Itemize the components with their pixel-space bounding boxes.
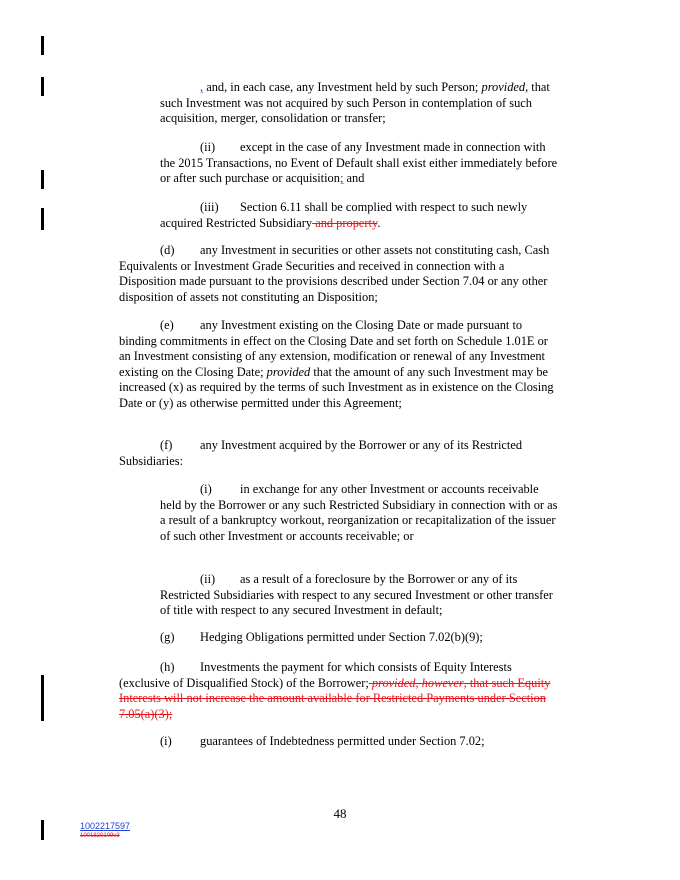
clause-d: (d) any Investment in securities or other assets not constituting cash, Cash Equivalents or Investment Grade Securities and received in connection with a Disposition made pursuant to the provisions described under Section 7.04 or any other disposition of assets not constituting an Disposition; [119,243,550,304]
deleted-text: , that such Equity Interests will not increase the amount available for Restricted Payments under Section 7.05(a)(3); [119,675,551,721]
clause-label: (g) [160,630,175,644]
clause-label: (ii) [200,140,216,154]
clause-i: (i) guarantees of Indebtedness permitted under Section 7.02; [160,734,485,748]
clause-label: (f) [160,438,173,452]
clause-label: (d) [160,243,175,257]
page-number: 48 [333,806,347,821]
clause-label: (h) [160,660,175,674]
inserted-mark: ; [339,171,344,186]
change-bar [41,77,44,96]
change-bar [41,36,44,55]
clause-e: (e) any Investment existing on the Closing Date or made pursuant to binding commitments in effect on the Closing Date and set forth on Schedule 1.01E or an Investment consisting of any extension, modification or renewal of any Investment existing on the Closing Date; provided that the amount of any such Investment may be increased (x) as required by the terms of such Investment as in existence on the Closing Date or (y) as otherwise permitted under this Agreement; [119,318,554,410]
clause-label: (iii) [200,200,219,214]
inserted-mark: , [200,80,204,94]
clause-label: (i) [160,734,172,748]
deleted-text: and property [312,215,378,230]
clause-label: (i) [200,482,212,496]
clause-label: (e) [160,318,174,332]
clause-h: (h) Investments the payment for which consists of Equity Interests (exclusive of Disqualified Stock) of the Borrower; provided, however, that such Equity Interests will not increase the amount available for Restricted Payments under Section 7.05(a)(3); [119,660,551,721]
clause-f-i: (i) in exchange for any other Investment or accounts receivable held by the Borrower or any such Restricted Subsidiary in connection with or as a result of a bankruptcy workout, reorganization or recapitalization of the issuer of such other Investment or accounts receivable; or [160,482,558,543]
change-bar [41,208,44,230]
clause-f: (f) any Investment acquired by the Borrower or any of its Restricted Subsidiaries: [119,438,523,468]
clause-f-ii: (ii) as a result of a foreclosure by the Borrower or any of its Restricted Subsidiaries with respect to any secured Investment or other transfer of title with respect to any secured Investment in default; [160,572,553,618]
document-id [80,821,130,840]
document-id-previous: 1001820109v3 [80,833,120,839]
clause-label: (ii) [200,572,216,586]
document-id-current: 1002217597 [80,821,131,831]
change-bar [41,170,44,189]
clause-continuation: , and, in each case, any Investment held by such Person; provided, that such Investment was not acquired by such Person in contemplation of such acquisition, merger, consolidation or transfer; [160,80,550,126]
clause-iii: (iii) Section 6.11 shall be complied with respect to such newly acquired Restricted Subsidiary and property. [160,200,528,230]
deleted-text: provided, however [368,675,464,690]
clause-g: (g) Hedging Obligations permitted under Section 7.02(b)(9); [160,630,483,644]
change-bar [41,675,44,721]
clause-ii: (ii) except in the case of any Investment made in connection with the 2015 Transactions, no Event of Default shall exist either immediately before or after such purchase or acquisition; and [160,140,558,186]
change-bar [41,820,44,840]
